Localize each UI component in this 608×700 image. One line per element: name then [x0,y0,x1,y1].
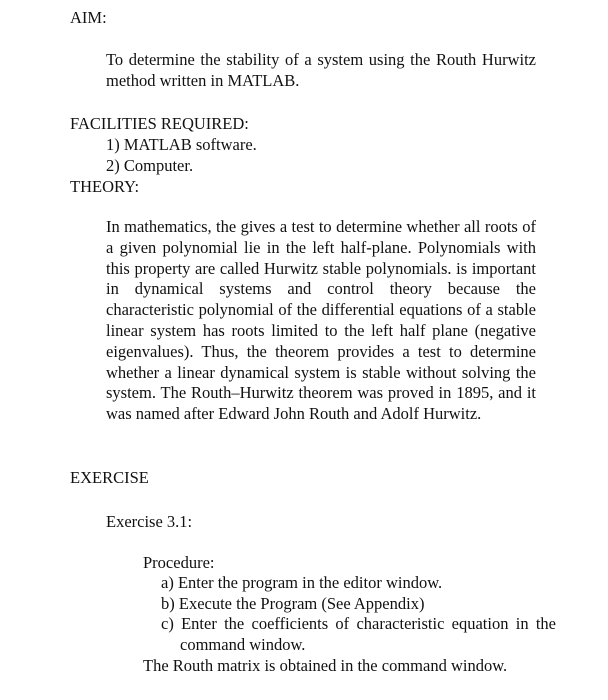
exercise-heading: EXERCISE [70,468,149,487]
procedure-step: c) Enter the coefficients of characteristic equation in the command window. [161,614,556,654]
facility-item: 1) MATLAB software. [106,135,257,154]
theory-heading: THEORY: [70,177,140,196]
procedure-label: Procedure: [143,553,215,572]
aim-text: To determine the stability of a system using the Routh Hurwitz method written in MATLAB. [106,50,536,90]
theory-text: In mathematics, the gives a test to determine whether all roots of a given polynomial lie in the left half-plane. Polynomials with this property are called Hurwitz stable polynomials. is important in dynamical systems and control theory because the characteristic polynomial of the differential equations of a stable linear system has roots limited to the left half plane (negative eigenvalues). Thus, the theorem provides a test to determine whether a linear dynamical system is stable without solving the system. The Routh–Hurwitz theorem was proved in 1895, and it was named after Edward John Routh and Adolf Hurwitz. [106,217,536,424]
facilities-heading: FACILITIES REQUIRED: [70,114,249,133]
aim-heading: AIM: [70,8,107,27]
exercise-subheading: Exercise 3.1: [106,512,193,531]
procedure-step: a) Enter the program in the editor window. [161,573,443,592]
facility-item: 2) Computer. [106,156,194,175]
procedure-result: The Routh matrix is obtained in the command window. [143,656,508,675]
procedure-step: b) Execute the Program (See Appendix) [161,594,425,613]
